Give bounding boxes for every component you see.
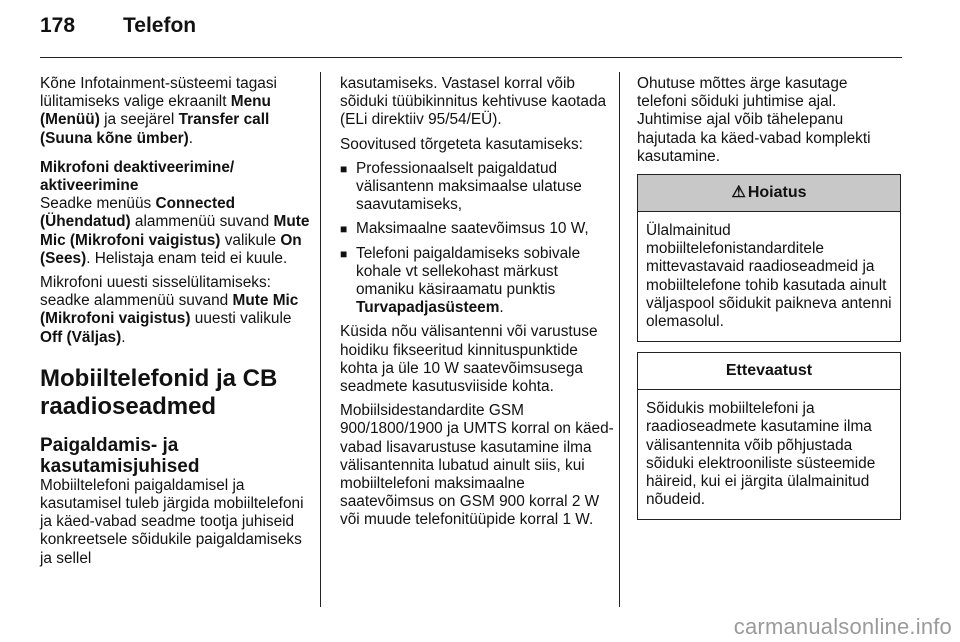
section-subheading: Paigaldamis- ja kasutamisjuhised bbox=[40, 434, 200, 477]
paragraph-type-approval: kasutamiseks. Vastasel korral võib sõiduki tüübikinnitus kehtivuse kaotada (ELi direktiiv 95/54/EÜ). bbox=[340, 75, 607, 129]
list-item: ■ Maksimaalne saatevõimsus 10 W, bbox=[340, 220, 616, 238]
caution-box bbox=[637, 352, 901, 520]
column-divider-2 bbox=[619, 72, 620, 607]
warning-box bbox=[637, 174, 901, 342]
column-1 bbox=[40, 75, 314, 574]
warning-title: Hoiatus bbox=[747, 183, 807, 201]
warning-header bbox=[638, 175, 900, 212]
column-3 bbox=[637, 75, 901, 520]
paragraph-advice: Küsida nõu välisantenni või varustuse hoidiku fikseeritud kinnituspunktide kohta ja üle 10 W saatevõimsusega seadmete kasutusviiside kohta. bbox=[340, 323, 598, 396]
warning-icon: ⚠ bbox=[731, 183, 746, 201]
column-divider-1 bbox=[320, 72, 321, 607]
paragraph-recommendations: Soovitused tõrgeteta kasutamiseks: bbox=[340, 135, 583, 153]
watermark: carmanualsonline.info bbox=[733, 614, 952, 639]
list-item: ■ Professionaalselt paigaldatud välisantenn maksimaalse ulatuse saavutamiseks, bbox=[340, 160, 616, 215]
header-divider bbox=[40, 57, 902, 58]
warning-body: Ülalmainitud mobiiltelefonistandarditele mittevastavaid raadioseadmeid ja mobiiltelefone tohib kasutada ainult väljaspool sõidukit paikneva antenni olemasolul. bbox=[646, 222, 892, 331]
paragraph-safety: Ohutuse mõttes ärge kasutage telefoni sõiduki juhtimise ajal. Juhtimise ajal võib tähelepanu hajutada ka käed-vabad komplekti kasutamine. bbox=[637, 75, 871, 165]
list-item: ■ Telefoni paigaldamiseks sobivale kohale vt sellekohast märkust omaniku käsiraamatu punktis Turvapadjasüsteem. bbox=[340, 245, 616, 318]
page-number: 178 bbox=[40, 14, 76, 37]
paragraph-installation: Mobiiltelefoni paigaldamisel ja kasutamisel tuleb järgida mobiiltelefoni ja käed-vabad seadme tootja juhiseid konkreetsele sõidukile paigaldamiseks ja sellel bbox=[40, 476, 304, 567]
column-2 bbox=[340, 75, 616, 536]
paragraph-mute-off: Mikrofoni uuesti sisselülitamiseks: seadke alammenüü suvand Mute Mic (Mikrofoni vaigistus) uuesti valikule Off (Väljas). bbox=[40, 274, 299, 346]
section-heading: Mobiiltelefonid ja CB raadioseadmed bbox=[40, 364, 278, 420]
paragraph-standards: Mobiilsidestandardite GSM 900/1800/1900 ja UMTS korral on käed-vabad lisavarustuse kasutamine ilma välisantennita lubatud ainult siis, kui mobiiltelefoni maksimaalne saatevõimsus on GSM 900 korral 2 W või muude telefonitüüpide korral 1 W. bbox=[340, 402, 614, 529]
paragraph-transfer-call: Kõne Infotainment-süsteemi tagasi lülitamiseks valige ekraanilt Menu (Menüü) ja seejärel Transfer call (Suuna kõne ümber). bbox=[40, 75, 277, 147]
recommendation-list bbox=[340, 160, 616, 318]
caution-title: Ettevaatust bbox=[725, 362, 813, 380]
paragraph-mute-on: Seadke menüüs Connected (Ühendatud) alammenüü suvand Mute Mic (Mikrofoni vaigistus) valikule On (Sees). Helistaja enam teid ei kuule. bbox=[40, 195, 310, 267]
page-header bbox=[40, 14, 902, 50]
caution-header bbox=[638, 353, 900, 390]
caution-body: Sõidukis mobiiltelefoni ja raadioseadmete kasutamine ilma välisantennita võib põhjustada sõiduki elektrooniliste süsteemide häireid, kui ei järgita ülalmainitud nõudeid. bbox=[646, 400, 876, 509]
subheading-mic: Mikrofoni deaktiveerimine/ aktiveerimine bbox=[40, 158, 235, 195]
chapter-title: Telefon bbox=[123, 14, 197, 37]
